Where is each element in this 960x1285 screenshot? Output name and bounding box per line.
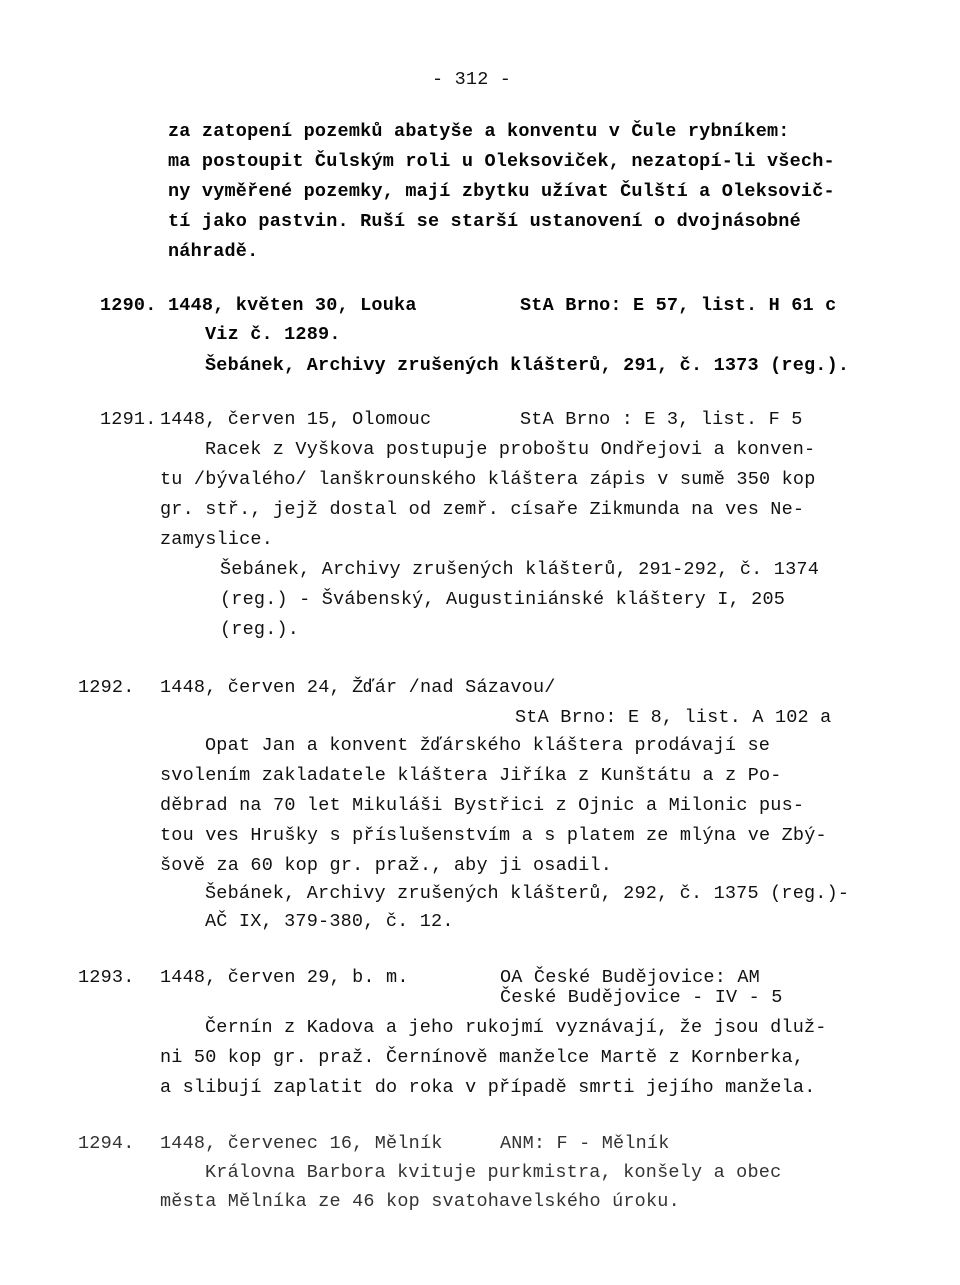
entry-source: StA Brno : E 3, list. F 5 [520, 409, 803, 430]
entry-body-line: Racek z Vyškova postupuje proboštu Ondřejovi a konven- [205, 439, 816, 460]
page-number: - 312 - [432, 69, 512, 90]
entry-body-line: svolením zakladatele kláštera Jiříka z Kunštátu a z Po- [160, 765, 782, 786]
entry-body-line: AČ IX, 379-380, č. 12. [205, 911, 454, 932]
entry-date-place: 1448, červenec 16, Mělník [160, 1133, 443, 1154]
entry-date-place: 1448, červen 24, Žďár /nad Sázavou/ [160, 677, 556, 698]
entry-source: StA Brno: E 57, list. H 61 c [520, 295, 837, 316]
entry-body-line: tu /bývalého/ lanškrounského kláštera zápis v sumě 350 kop [160, 469, 816, 490]
entry-body-line: (reg.). [220, 619, 300, 640]
entry-date-place: 1448, červen 15, Olomouc [160, 409, 432, 430]
entry-date-place: 1448, červen 29, b. m. [160, 967, 409, 988]
entry-body-line: (reg.) - Švábenský, Augustiniánské kláštery I, 205 [220, 589, 786, 610]
intro-line: ny vyměřené pozemky, mají zbytku užívat Čulští a Oleksovič- [168, 181, 835, 202]
entry-body-line: děbrad na 70 let Mikuláši Bystřici z Ojnic a Milonic pus- [160, 795, 805, 816]
entry-body-line: Královna Barbora kvituje purkmistra, konšely a obec [205, 1162, 782, 1183]
entry-source: České Budějovice - IV - 5 [500, 987, 783, 1008]
entry-body-line: města Mělníka ze 46 kop svatohavelského úroku. [160, 1191, 680, 1212]
entry-body-line: šově za 60 kop gr. praž., aby ji osadil. [160, 855, 613, 876]
entry-date-place: 1448, květen 30, Louka [168, 295, 417, 316]
entry-number: 1293. [78, 967, 135, 988]
entry-number: 1290. [100, 295, 157, 316]
entry-body-line: ni 50 kop gr. praž. Černínově manželce Martě z Kornberka, [160, 1047, 805, 1068]
entry-body-line: Opat Jan a konvent žďárského kláštera prodávají se [205, 735, 771, 756]
entry-body-line: tou ves Hrušky s příslušenstvím a s platem ze mlýna ve Zbý- [160, 825, 827, 846]
intro-line: tí jako pastvin. Ruší se starší ustanovení o dvojnásobné [168, 211, 801, 232]
entry-body-line: Šebánek, Archivy zrušených klášterů, 291, č. 1373 (reg.). [205, 355, 850, 376]
entry-body-line: Černín z Kadova a jeho rukojmí vyznávají, že jsou dluž- [205, 1017, 827, 1038]
entry-body-line: Viz č. 1289. [205, 324, 341, 345]
entry-body-line: gr. stř., jejž dostal od zemř. císaře Zikmunda na ves Ne- [160, 499, 805, 520]
entry-number: 1291. [100, 409, 157, 430]
entry-number: 1294. [78, 1133, 135, 1154]
entry-body-line: Šebánek, Archivy zrušených klášterů, 291-292, č. 1374 [220, 559, 819, 580]
entry-body-line: a slibují zaplatit do roka v případě smrti jejího manžela. [160, 1077, 816, 1098]
entry-body-line: Šebánek, Archivy zrušených klášterů, 292, č. 1375 (reg.)- [205, 883, 850, 904]
entry-source: ANM: F - Mělník [500, 1133, 670, 1154]
entry-source: OA České Budějovice: AM [500, 967, 760, 988]
entry-source: StA Brno: E 8, list. A 102 a [515, 707, 832, 728]
entry-number: 1292. [78, 677, 135, 698]
intro-line: náhradě. [168, 241, 259, 262]
intro-line: za zatopení pozemků abatyše a konventu v Čule rybníkem: [168, 121, 790, 142]
entry-body-line: zamyslice. [160, 529, 274, 550]
intro-line: ma postoupit Čulským roli u Oleksoviček, nezatopí-li všech- [168, 151, 835, 172]
